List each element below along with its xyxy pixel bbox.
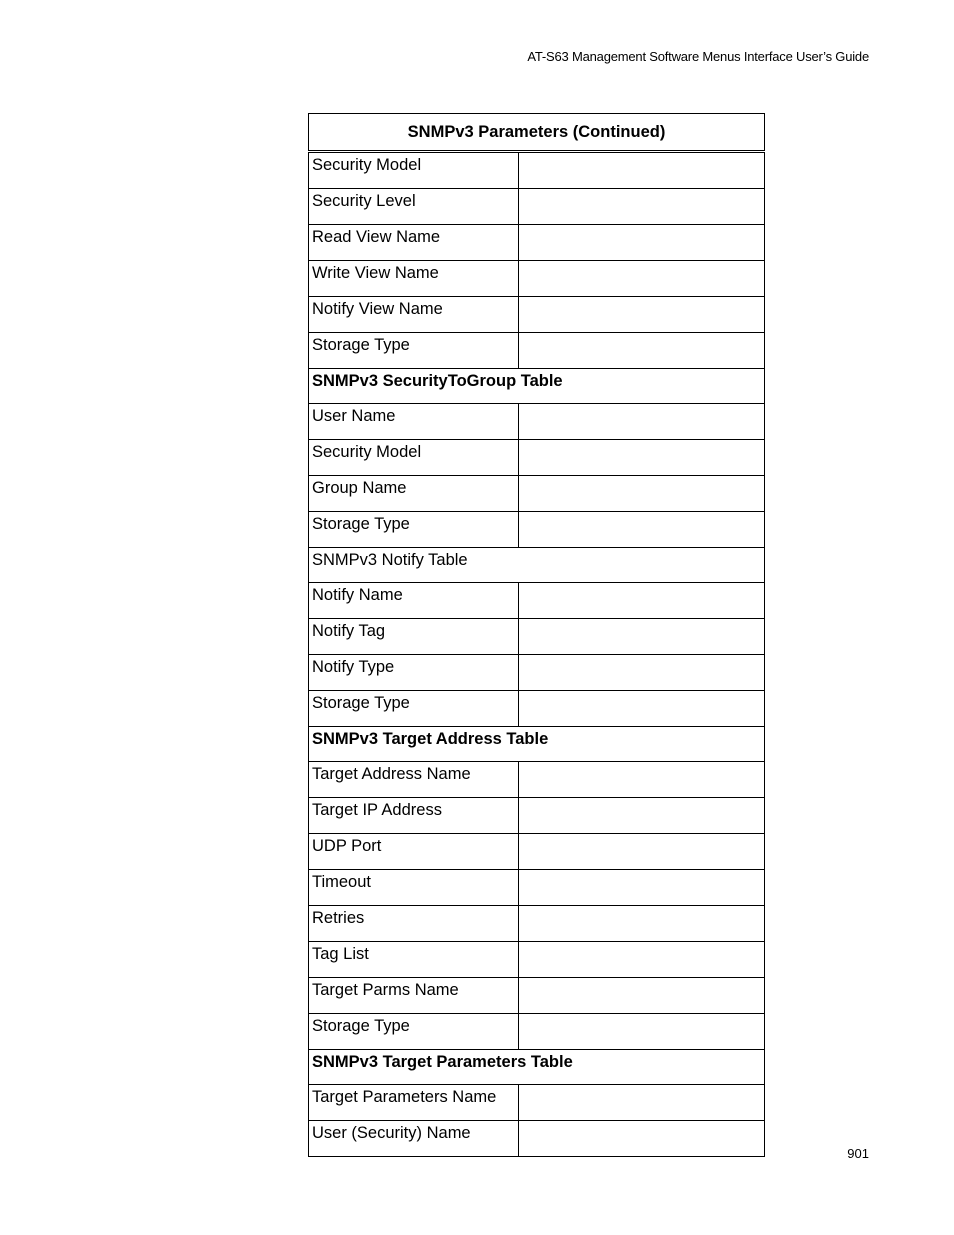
section-header-label: SNMPv3 Target Address Table <box>309 727 765 762</box>
table-row <box>309 297 765 333</box>
table-row <box>309 1085 765 1121</box>
parameter-value-cell <box>519 942 765 978</box>
parameter-label: Target IP Address <box>309 798 519 834</box>
parameter-label: Read View Name <box>309 225 519 261</box>
parameter-value-cell <box>519 1014 765 1050</box>
table-title-row <box>309 114 765 152</box>
parameter-label: Security Model <box>309 440 519 476</box>
table-row <box>309 619 765 655</box>
parameter-label: Notify Name <box>309 583 519 619</box>
parameter-value-cell <box>519 1085 765 1121</box>
table-row <box>309 440 765 476</box>
table-row <box>309 476 765 512</box>
table-title: SNMPv3 Parameters (Continued) <box>309 114 765 152</box>
parameter-label: Target Address Name <box>309 762 519 798</box>
parameter-value-cell <box>519 583 765 619</box>
table-row <box>309 906 765 942</box>
parameter-value-cell <box>519 1121 765 1157</box>
table-row <box>309 870 765 906</box>
table-row <box>309 404 765 440</box>
parameter-value-cell <box>519 476 765 512</box>
table-row <box>309 189 765 225</box>
parameter-value-cell <box>519 619 765 655</box>
section-header-label: SNMPv3 Notify Table <box>309 548 765 583</box>
section-header-label: SNMPv3 Target Parameters Table <box>309 1050 765 1085</box>
parameter-value-cell <box>519 333 765 369</box>
parameter-value-cell <box>519 691 765 727</box>
table-row <box>309 691 765 727</box>
parameter-label: Target Parms Name <box>309 978 519 1014</box>
section-header-label: SNMPv3 SecurityToGroup Table <box>309 369 765 404</box>
table-row <box>309 333 765 369</box>
parameter-value-cell <box>519 655 765 691</box>
parameter-label: Retries <box>309 906 519 942</box>
table-row <box>309 834 765 870</box>
parameter-label: Security Model <box>309 152 519 189</box>
table-row <box>309 762 765 798</box>
parameter-value-cell <box>519 906 765 942</box>
parameter-label: Storage Type <box>309 691 519 727</box>
parameter-value-cell <box>519 798 765 834</box>
parameter-label: UDP Port <box>309 834 519 870</box>
parameter-value-cell <box>519 189 765 225</box>
parameter-label: Tag List <box>309 942 519 978</box>
parameter-value-cell <box>519 870 765 906</box>
section-header-row <box>309 1050 765 1085</box>
snmpv3-parameters-table <box>308 113 765 1157</box>
parameter-label: Group Name <box>309 476 519 512</box>
parameter-value-cell <box>519 834 765 870</box>
parameter-label: Target Parameters Name <box>309 1085 519 1121</box>
parameter-label: Storage Type <box>309 1014 519 1050</box>
table-row <box>309 225 765 261</box>
parameter-value-cell <box>519 762 765 798</box>
parameter-value-cell <box>519 152 765 189</box>
table-row <box>309 512 765 548</box>
table-row <box>309 1121 765 1157</box>
section-header-row <box>309 548 765 583</box>
parameter-value-cell <box>519 404 765 440</box>
parameter-label: Write View Name <box>309 261 519 297</box>
parameter-label: Notify View Name <box>309 297 519 333</box>
parameter-label: Notify Tag <box>309 619 519 655</box>
parameter-label: Storage Type <box>309 512 519 548</box>
table-row <box>309 261 765 297</box>
page-number: 901 <box>847 1146 869 1161</box>
table-row <box>309 655 765 691</box>
table-row <box>309 152 765 189</box>
parameter-value-cell <box>519 297 765 333</box>
parameter-label: Notify Type <box>309 655 519 691</box>
parameter-label: Timeout <box>309 870 519 906</box>
parameter-label: User (Security) Name <box>309 1121 519 1157</box>
table-row <box>309 942 765 978</box>
parameter-value-cell <box>519 512 765 548</box>
parameter-value-cell <box>519 978 765 1014</box>
running-header: AT-S63 Management Software Menus Interface User’s Guide <box>527 49 869 64</box>
table-row <box>309 1014 765 1050</box>
parameter-label: Security Level <box>309 189 519 225</box>
parameter-value-cell <box>519 225 765 261</box>
table-row <box>309 978 765 1014</box>
section-header-row <box>309 369 765 404</box>
table-row <box>309 583 765 619</box>
parameter-label: Storage Type <box>309 333 519 369</box>
table-row <box>309 798 765 834</box>
parameter-label: User Name <box>309 404 519 440</box>
section-header-row <box>309 727 765 762</box>
parameter-value-cell <box>519 261 765 297</box>
parameter-value-cell <box>519 440 765 476</box>
